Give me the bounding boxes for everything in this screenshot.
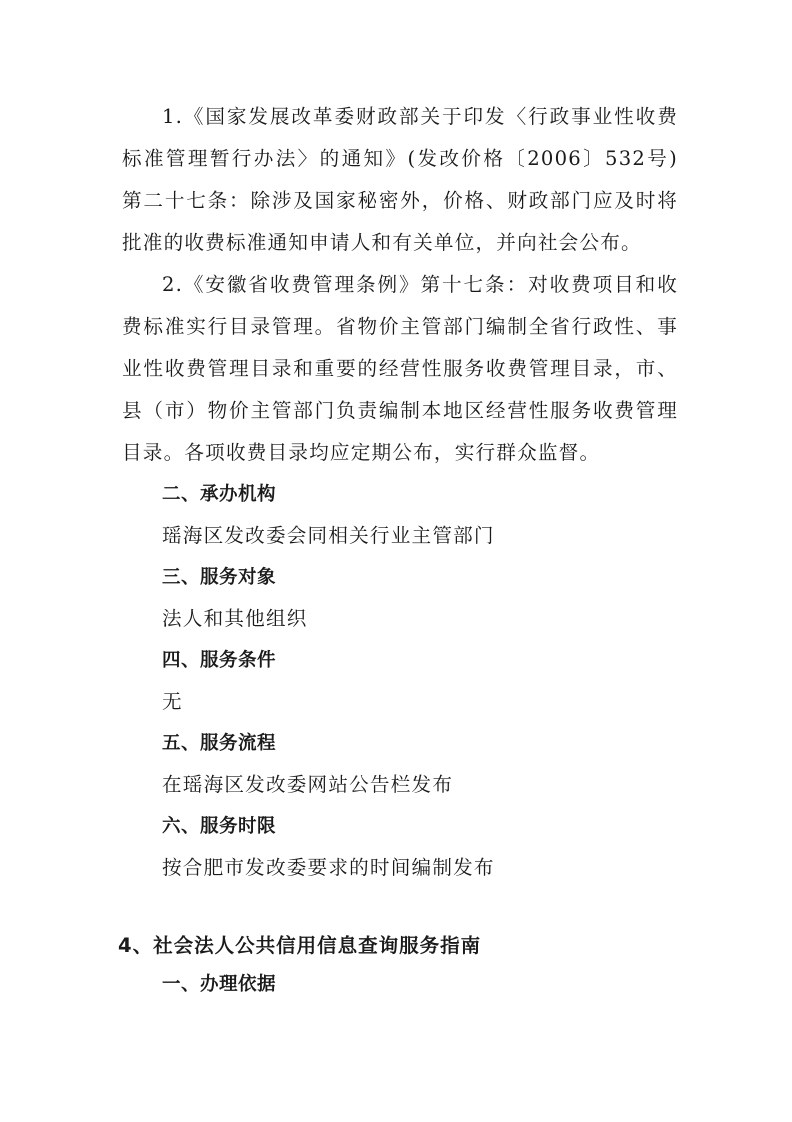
paragraph-2-line-3: 业性收费管理目录和重要的经营性服务收费管理目录，市、 bbox=[122, 357, 678, 380]
paragraph-2-line-2: 费标准实行目录管理。省物价主管部门编制全省行政性、事 bbox=[122, 315, 678, 338]
section-heading-service-target: 三、服务对象 bbox=[162, 567, 277, 588]
section-heading-basis: 一、办理依据 bbox=[162, 974, 277, 995]
paragraph-1-line-3: 第二十七条：除涉及国家秘密外，价格、财政部门应及时将 bbox=[122, 189, 678, 212]
paragraph-2-line-4: 县（市）物价主管部门负责编制本地区经营性服务收费管理 bbox=[122, 399, 678, 422]
section-body-organizer: 瑶海区发改委会同相关行业主管部门 bbox=[162, 524, 495, 547]
paragraph-1-line-4: 批准的收费标准通知申请人和有关单位，并向社会公布。 bbox=[122, 231, 642, 254]
paragraph-2-line-5: 目录。各项收费目录均应定期公布，实行群众监督。 bbox=[122, 441, 601, 464]
section-heading-organizer: 二、承办机构 bbox=[162, 484, 277, 505]
section-body-service-target: 法人和其他组织 bbox=[162, 607, 308, 630]
paragraph-2-line-1: 2.《安徽省收费管理条例》第十七条：对收费项目和收 bbox=[162, 273, 678, 296]
section-body-service-time-limit: 按合肥市发改委要求的时间编制发布 bbox=[162, 856, 495, 879]
chapter-title: 4、社会法人公共信用信息查询服务指南 bbox=[118, 934, 482, 957]
section-body-service-process: 在瑶海区发改委网站公告栏发布 bbox=[162, 773, 454, 796]
paragraph-1-line-2: 标准管理暂行办法〉的通知》(发改价格〔2006〕532号) bbox=[122, 147, 678, 170]
paragraph-1-line-1: 1.《国家发展改革委财政部关于印发〈行政事业性收费 bbox=[162, 105, 678, 128]
section-heading-service-process: 五、服务流程 bbox=[162, 733, 277, 754]
section-heading-service-time-limit: 六、服务时限 bbox=[162, 816, 277, 837]
section-heading-service-conditions: 四、服务条件 bbox=[162, 650, 277, 671]
section-body-service-conditions: 无 bbox=[162, 690, 183, 713]
